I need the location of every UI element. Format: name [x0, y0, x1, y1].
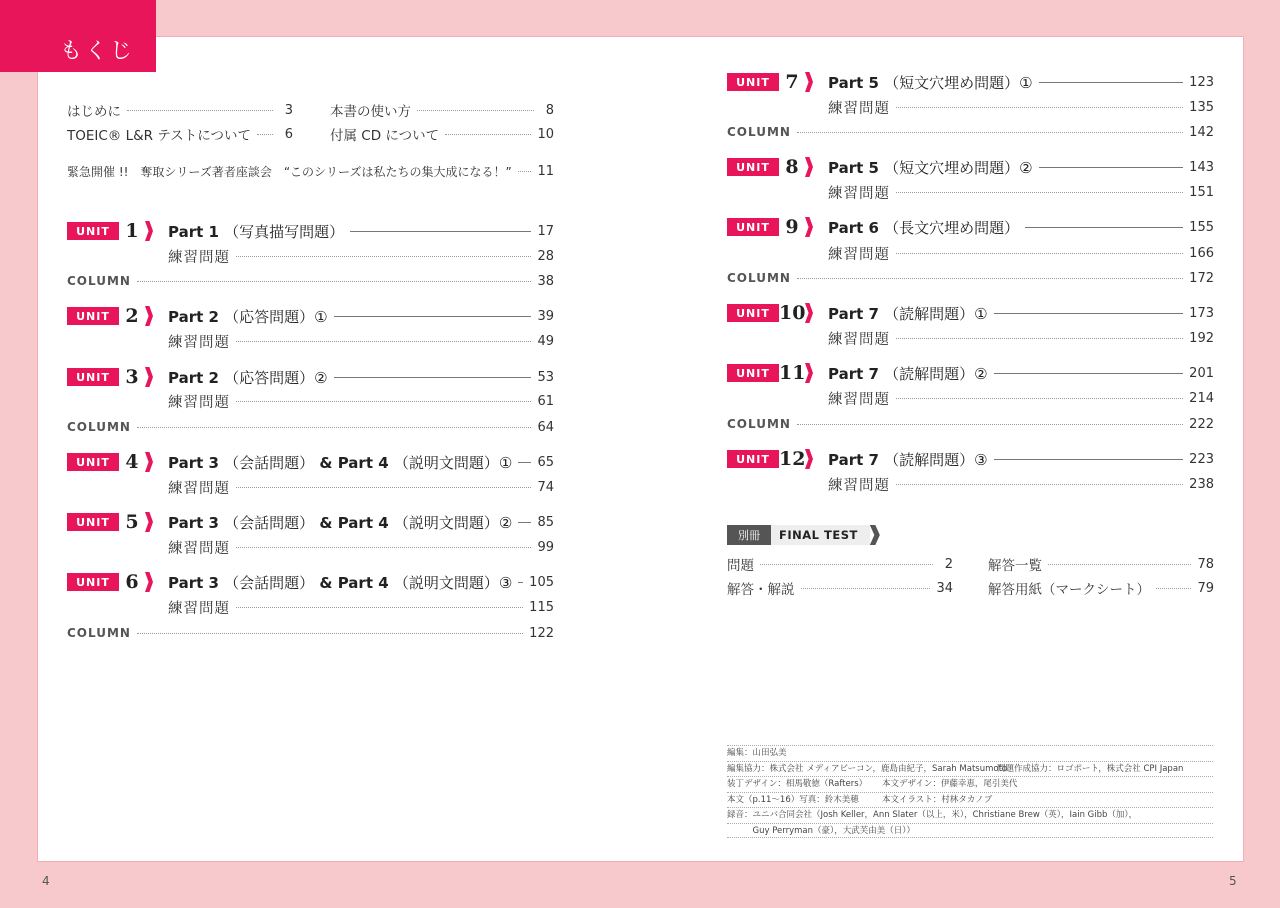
unit-number: 12	[779, 448, 806, 470]
entry-label: 解答一覧	[988, 558, 1042, 574]
leader-dots	[236, 256, 531, 257]
practice-label: 練習問題	[828, 331, 890, 348]
title-en: Part 2	[168, 307, 225, 326]
title-jp: （応答問題）②	[224, 368, 328, 387]
unit-badge-1	[67, 221, 153, 241]
unit-title	[828, 72, 1033, 93]
practice-label: 練習問題	[168, 394, 230, 411]
toc-entry-unit-2[interactable]	[168, 305, 554, 327]
practice-label: 練習問題	[168, 334, 230, 351]
toc-entry-unit-12[interactable]	[828, 448, 1214, 470]
toc-entry-unit-5[interactable]	[168, 511, 554, 533]
practice-label: 練習問題	[168, 249, 230, 266]
credit-text: 編集協力：株式会社 メディアビーコン，鹿島由紀子，Sarah Matsumoto	[727, 763, 1008, 774]
entry-page: 8	[545, 102, 554, 118]
leader-dots	[896, 398, 1183, 399]
unit-badge-3	[67, 367, 153, 387]
leader-line	[994, 459, 1184, 460]
unit-number: 5	[125, 511, 139, 533]
toc-entry-roundtable[interactable]	[67, 160, 554, 182]
unit-number: 10	[779, 302, 806, 324]
entry-page: 122	[529, 625, 554, 641]
unit-label: UNIT	[727, 304, 779, 322]
credit-row	[727, 823, 1213, 839]
column-label: COLUMN	[727, 271, 791, 285]
unit-badge-2	[67, 306, 153, 326]
entry-label: 解答・解説	[727, 582, 795, 598]
title-en-2: & Part 4	[314, 513, 394, 532]
entry-page: 53	[537, 369, 554, 385]
toc-entry-unit-7[interactable]	[828, 71, 1214, 93]
unit-badge-5	[67, 512, 153, 532]
chevron-icon	[145, 572, 153, 592]
leader-line	[350, 231, 531, 232]
title-jp: （短文穴埋め問題）①	[884, 73, 1033, 92]
leader-line	[334, 316, 532, 317]
title-en: Part 6	[828, 218, 885, 237]
entry-page: 142	[1189, 124, 1214, 140]
leader-dots	[760, 564, 933, 565]
leader-dots	[518, 171, 532, 172]
entry-page: 10	[537, 126, 554, 142]
unit-badge-7	[727, 72, 813, 92]
leader-dots	[797, 424, 1183, 425]
title-en: Part 5	[828, 73, 885, 92]
entry-page: 105	[529, 574, 554, 590]
chevron-icon	[145, 221, 153, 241]
toc-entry-column-2[interactable]	[67, 416, 554, 438]
leader-line	[518, 522, 531, 523]
entry-page: 99	[537, 539, 554, 555]
chevron-icon	[145, 452, 153, 472]
toc-entry-practice-9[interactable]	[828, 242, 1214, 264]
final-test-title: FINAL TEST	[771, 525, 870, 545]
toc-entry-column-5[interactable]	[727, 267, 1214, 289]
leader-dots	[236, 487, 531, 488]
entry-page: 28	[537, 248, 554, 264]
practice-label: 練習問題	[168, 480, 230, 497]
leader-dots	[127, 110, 273, 111]
unit-title	[828, 303, 988, 324]
unit-title	[168, 452, 512, 473]
unit-badge-10	[727, 303, 813, 323]
entry-page: 3	[284, 102, 293, 118]
entry-page: 38	[537, 273, 554, 289]
leader-dots	[1048, 564, 1191, 565]
entry-page: 155	[1189, 219, 1214, 235]
toc-entry-column-3[interactable]	[67, 622, 554, 644]
practice-label: 練習問題	[828, 185, 890, 202]
entry-page: 222	[1189, 416, 1214, 432]
entry-page: 166	[1189, 245, 1214, 261]
chevron-icon	[145, 512, 153, 532]
unit-badge-9	[727, 217, 813, 237]
entry-page: 135	[1189, 99, 1214, 115]
toc-entry-final-questions[interactable]	[727, 553, 953, 575]
entry-page: 65	[537, 454, 554, 470]
unit-title	[168, 512, 512, 533]
entry-page: 6	[284, 126, 293, 142]
unit-number: 4	[125, 451, 139, 473]
entry-page: 64	[537, 419, 554, 435]
entry-page: 79	[1197, 580, 1214, 596]
column-label: COLUMN	[727, 417, 791, 431]
leader-dots	[236, 607, 523, 608]
column-label: COLUMN	[67, 626, 131, 640]
entry-page: 115	[529, 599, 554, 615]
page-number-right: 5	[1229, 874, 1237, 888]
title-jp: （会話問題）	[224, 573, 315, 592]
toc-entry-unit-9[interactable]	[828, 216, 1214, 238]
leader-line	[994, 313, 1184, 314]
chevron-icon	[870, 525, 880, 545]
unit-label: UNIT	[727, 73, 779, 91]
unit-badge-4	[67, 452, 153, 472]
title-en: Part 1	[168, 222, 225, 241]
leader-line	[1039, 167, 1184, 168]
credit-text: 装丁デザイン：相馬敬徳（Rafters）	[727, 779, 868, 789]
entry-page: 223	[1189, 451, 1214, 467]
toc-entry-cd[interactable]	[330, 123, 554, 145]
toc-entry-final-answer-list[interactable]	[988, 553, 1214, 575]
entry-label: はじめに	[67, 104, 121, 120]
leader-dots	[896, 107, 1183, 108]
entry-page: 172	[1189, 270, 1214, 286]
leader-dots	[1156, 588, 1191, 589]
toc-entry-practice-3[interactable]	[168, 390, 554, 412]
unit-label: UNIT	[727, 218, 779, 236]
toc-entry-practice-2[interactable]	[168, 330, 554, 352]
leader-dots	[137, 427, 531, 428]
unit-title	[828, 449, 988, 470]
toc-entry-final-answer-sheet[interactable]	[988, 577, 1214, 599]
toc-entry-practice-11[interactable]	[828, 387, 1214, 409]
entry-page: 78	[1197, 556, 1214, 572]
leader-line	[518, 582, 523, 583]
entry-page: 17	[537, 223, 554, 239]
title-jp: （読解問題）②	[884, 364, 988, 383]
unit-number: 1	[125, 220, 139, 242]
unit-label: UNIT	[67, 513, 119, 531]
separate-volume-tag: 別冊	[727, 525, 771, 545]
leader-dots	[137, 633, 523, 634]
leader-dots	[236, 547, 531, 548]
unit-title	[828, 217, 1019, 238]
credit-row	[727, 776, 1213, 792]
title-en: Part 2	[168, 368, 225, 387]
title-jp-2: （説明文問題）③	[393, 573, 513, 592]
title-jp: （短文穴埋め問題）②	[884, 158, 1033, 177]
entry-label: 問題	[727, 558, 754, 574]
entry-page: 151	[1189, 184, 1214, 200]
credit-text: 録音：ユニバ合同会社（Josh Keller，Ann Slater（以上，米），Christiane Brew（英），Iain Gibb（加），	[727, 810, 1138, 820]
entry-label: 緊急開催 !! 奪取シリーズ著者座談会 “このシリーズは私たちの集大成になる！”	[67, 164, 512, 179]
entry-page: 2	[944, 556, 953, 572]
credit-text: 本文（p.11～16）写真：鈴木美穂	[727, 794, 859, 805]
leader-dots	[797, 132, 1183, 133]
column-label: COLUMN	[727, 125, 791, 139]
entry-page: 173	[1189, 305, 1214, 321]
entry-page: 201	[1189, 365, 1214, 381]
toc-entry-column-4[interactable]	[727, 121, 1214, 143]
title-en-2: & Part 4	[314, 573, 394, 592]
toc-entry-unit-1[interactable]	[168, 220, 554, 242]
toc-entry-final-explanations[interactable]	[727, 577, 953, 599]
practice-label: 練習問題	[828, 477, 890, 494]
title-jp: （会話問題）	[224, 513, 315, 532]
toc-entry-toeic[interactable]	[67, 123, 293, 145]
leader-line	[1025, 227, 1183, 228]
chevron-icon	[805, 449, 813, 469]
toc-entry-practice-6[interactable]	[168, 596, 554, 618]
entry-page: 61	[537, 393, 554, 409]
credit-text: 本文デザイン：伊藤幸恵，尾引美代	[882, 779, 1018, 789]
title-jp: （応答問題）①	[224, 307, 328, 326]
unit-label: UNIT	[727, 450, 779, 468]
credit-text: 本文イラスト：村林タカノブ	[882, 794, 993, 805]
entry-label: 付属 CD について	[330, 128, 440, 144]
unit-number: 3	[125, 366, 139, 388]
title-en: Part 7	[828, 364, 885, 383]
unit-label: UNIT	[67, 222, 119, 240]
toc-entry-column-1[interactable]	[67, 270, 554, 292]
toc-entry-unit-4[interactable]	[168, 451, 554, 473]
credit-row	[727, 807, 1213, 823]
toc-entry-practice-8[interactable]	[828, 181, 1214, 203]
leader-line	[334, 377, 532, 378]
toc-entry-intro[interactable]	[67, 99, 293, 121]
entry-page: 34	[936, 580, 953, 596]
toc-tab: もくじ	[0, 0, 156, 72]
leader-dots	[896, 192, 1183, 193]
title-jp: （会話問題）	[224, 453, 315, 472]
unit-label: UNIT	[67, 573, 119, 591]
credit-row	[727, 792, 1213, 808]
unit-number: 11	[779, 362, 806, 384]
credit-text: 編集：山田弘美	[727, 748, 787, 758]
final-test-heading	[727, 525, 880, 545]
practice-label: 練習問題	[828, 391, 890, 408]
entry-page: 49	[537, 333, 554, 349]
toc-entry-practice-1[interactable]	[168, 245, 554, 267]
leader-dots	[801, 588, 931, 589]
unit-title	[168, 572, 512, 593]
title-en: Part 7	[828, 450, 885, 469]
toc-entry-unit-11[interactable]	[828, 362, 1214, 384]
practice-label: 練習問題	[828, 100, 890, 117]
credit-row	[727, 745, 1213, 761]
leader-dots	[417, 110, 534, 111]
unit-label: UNIT	[727, 364, 779, 382]
title-en: Part 3	[168, 573, 225, 592]
credit-row	[727, 761, 1213, 777]
unit-label: UNIT	[727, 158, 779, 176]
entry-page: 143	[1189, 159, 1214, 175]
leader-line	[518, 462, 531, 463]
unit-badge-11	[727, 363, 813, 383]
title-jp: （読解問題）①	[884, 304, 988, 323]
column-label: COLUMN	[67, 420, 131, 434]
unit-title	[828, 363, 988, 384]
unit-label: UNIT	[67, 453, 119, 471]
entry-label: TOEIC® L&R テストについて	[67, 128, 252, 144]
leader-dots	[236, 341, 531, 342]
entry-label: 本書の使い方	[330, 104, 411, 120]
unit-title	[828, 157, 1033, 178]
leader-line	[1039, 82, 1184, 83]
page-number-left: 4	[42, 874, 50, 888]
chevron-icon	[145, 367, 153, 387]
entry-page: 11	[537, 163, 554, 179]
leader-dots	[137, 281, 531, 282]
title-jp: （写真描写問題）	[224, 222, 345, 241]
unit-badge-8	[727, 157, 813, 177]
toc-entry-unit-6[interactable]	[168, 571, 554, 593]
unit-label: UNIT	[67, 307, 119, 325]
credit-text: Guy Perryman（豪），大武芙由美（日））	[727, 825, 916, 836]
entry-page: 39	[537, 308, 554, 324]
chevron-icon	[805, 157, 813, 177]
entry-page: 238	[1189, 476, 1214, 492]
toc-entry-unit-8[interactable]	[828, 156, 1214, 178]
title-jp: （読解問題）③	[884, 450, 988, 469]
toc-entry-unit-3[interactable]	[168, 366, 554, 388]
practice-label: 練習問題	[168, 600, 230, 617]
entry-page: 74	[537, 479, 554, 495]
entry-label: 解答用紙（マークシート）	[988, 582, 1150, 598]
unit-title	[168, 367, 328, 388]
leader-dots	[896, 484, 1183, 485]
leader-dots	[896, 338, 1183, 339]
unit-label: UNIT	[67, 368, 119, 386]
entry-page: 192	[1189, 330, 1214, 346]
unit-title	[168, 221, 344, 242]
toc-entry-column-6[interactable]	[727, 413, 1214, 435]
toc-entry-practice-10[interactable]	[828, 327, 1214, 349]
leader-dots	[797, 278, 1183, 279]
entry-page: 123	[1189, 74, 1214, 90]
unit-badge-6	[67, 572, 153, 592]
toc-entry-practice-4[interactable]	[168, 476, 554, 498]
entry-page: 85	[537, 514, 554, 530]
title-en: Part 5	[828, 158, 885, 177]
leader-dots	[896, 253, 1183, 254]
credit-text: 問題作成協力：ロゴポート，株式会社 CPI Japan	[997, 763, 1184, 774]
leader-line	[994, 373, 1184, 374]
entry-page: 214	[1189, 390, 1214, 406]
title-en: Part 7	[828, 304, 885, 323]
toc-entry-practice-12[interactable]	[828, 473, 1214, 495]
practice-label: 練習問題	[168, 540, 230, 557]
unit-number: 8	[785, 156, 799, 178]
column-label: COLUMN	[67, 274, 131, 288]
title-jp: （長文穴埋め問題）	[884, 218, 1020, 237]
title-jp-2: （説明文問題）②	[393, 513, 513, 532]
chevron-icon	[805, 303, 813, 323]
leader-dots	[236, 401, 531, 402]
toc-entry-practice-7[interactable]	[828, 96, 1214, 118]
leader-dots	[445, 134, 531, 135]
title-en: Part 3	[168, 513, 225, 532]
chevron-icon	[805, 217, 813, 237]
credits-block	[727, 745, 1213, 838]
unit-number: 6	[125, 571, 139, 593]
unit-number: 2	[125, 305, 139, 327]
chevron-icon	[805, 72, 813, 92]
unit-badge-12	[727, 449, 813, 469]
toc-entry-practice-5[interactable]	[168, 536, 554, 558]
chevron-icon	[805, 363, 813, 383]
toc-entry-unit-10[interactable]	[828, 302, 1214, 324]
toc-entry-howto[interactable]	[330, 99, 554, 121]
unit-title	[168, 306, 328, 327]
practice-label: 練習問題	[828, 246, 890, 263]
unit-number: 9	[785, 216, 799, 238]
chevron-icon	[145, 306, 153, 326]
title-en: Part 3	[168, 453, 225, 472]
title-en-2: & Part 4	[314, 453, 394, 472]
unit-number: 7	[785, 71, 799, 93]
leader-dots	[257, 134, 273, 135]
title-jp-2: （説明文問題）①	[393, 453, 513, 472]
